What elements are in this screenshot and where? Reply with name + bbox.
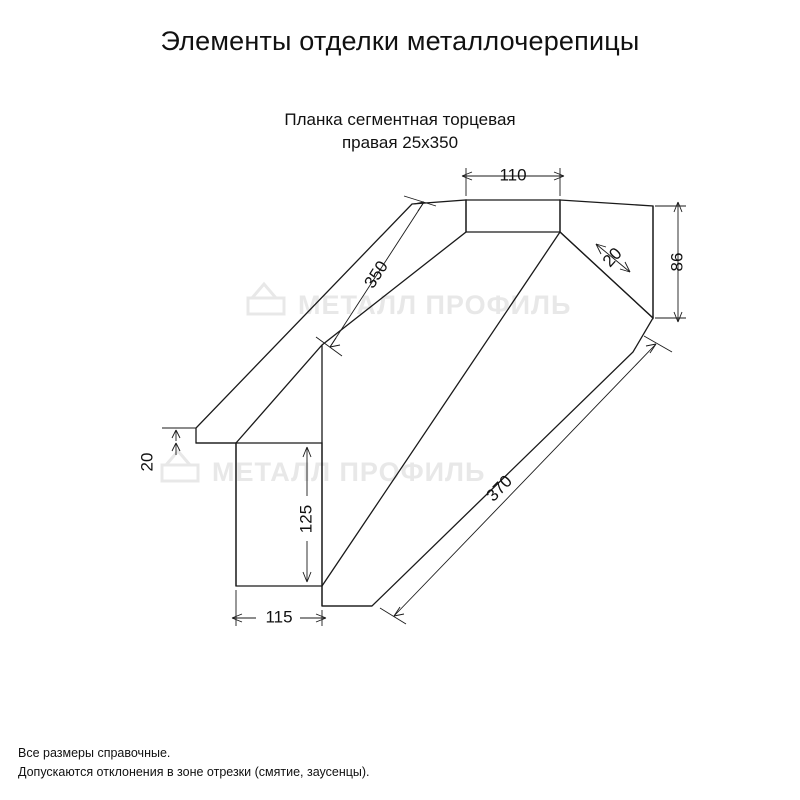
footnote-line1: Все размеры справочные. — [18, 746, 171, 760]
watermark-text: МЕТАЛЛ ПРОФИЛЬ — [298, 290, 572, 320]
footnote-line2: Допускаются отклонения в зоне отрезки (смятие, заусенцы). — [18, 765, 370, 779]
dim-86: 86 — [667, 252, 687, 272]
part-outline — [196, 200, 653, 606]
dimension-lines — [162, 168, 686, 626]
dim-20-left: 20 — [137, 452, 157, 472]
watermark-top — [248, 284, 571, 320]
dim-125: 125 — [296, 504, 316, 534]
dim-110: 110 — [499, 165, 527, 185]
footnotes — [18, 744, 370, 782]
dim-20-right: 20 — [598, 243, 626, 271]
watermark-text-2: МЕТАЛЛ ПРОФИЛЬ — [212, 457, 486, 487]
dim-350: 350 — [360, 257, 392, 292]
product-name-line1: Планка сегментная торцевая — [284, 110, 516, 129]
dim-115: 115 — [265, 607, 293, 627]
page-title: Элементы отделки металлочерепицы — [160, 26, 640, 56]
product-name-line2: правая 25х350 — [341, 133, 459, 152]
dim-370: 370 — [482, 471, 516, 506]
watermark-bottom — [162, 451, 485, 487]
dimension-labels — [137, 165, 686, 626]
